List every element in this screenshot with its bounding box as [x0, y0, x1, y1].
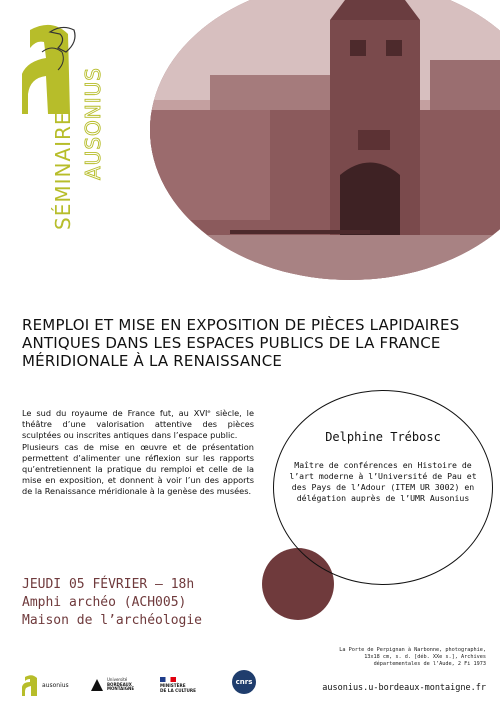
series-title-line1: SÉMINAIRE	[51, 111, 75, 230]
marianne-icon	[160, 677, 176, 682]
title-line-2: ANTIQUES DANS LES ESPACES PUBLICS DE LA FRANCE	[22, 334, 441, 352]
abstract	[22, 408, 254, 498]
photo-credit-line-1: La Porte de Perpignan à Narbonne, photographie,	[339, 647, 486, 653]
series-title	[52, 50, 122, 230]
title-line-3: MÉRIDIONALE À LA RENAISSANCE	[22, 352, 283, 370]
culture-logo-line-2: DE LA CULTURE	[160, 688, 196, 693]
photo-credit-line-2: 13x18 cm, s. d. [déb. XXe s.], Archives	[364, 654, 486, 660]
culture-ministry-logo[interactable]	[160, 674, 196, 696]
event-room: Amphi archéo (ACH005)	[22, 595, 187, 610]
website-link[interactable]: ausonius.u-bordeaux-montaigne.fr	[322, 683, 486, 693]
series-title-line2: AUSONIUS	[81, 67, 105, 180]
speaker-bio: Maître de conférences en Histoire de l’art moderne à l’Université de Pau et des Pays de l’Adour (ITEM UR 3002) en délégation auprès de l’UMR Ausonius	[289, 460, 477, 503]
photo-credit-line-3: départementales de l’Aude, 2 Fi 1973	[373, 661, 486, 667]
culture-logo-line-1: MINISTÈRE	[160, 683, 186, 688]
event-building: Maison de l’archéologie	[22, 613, 203, 628]
photo-porte-de-perpignan	[150, 0, 500, 280]
abstract-paragraph-1: Le sud du royaume de France fut, au XVIᵉ siècle, le théâtre d’une valorisation attentive des pièces sculptées ou inscrites antiques dans l’espace public.	[22, 408, 254, 441]
title-line-1: REMPLOI ET MISE EN EXPOSITION DE PIÈCES LAPIDAIRES	[22, 316, 460, 334]
event-info	[22, 576, 202, 630]
speaker-name: Delphine Trébosc	[325, 430, 441, 444]
ubm-logo[interactable]	[90, 674, 134, 696]
ausonius-logo-icon	[22, 674, 40, 696]
ausonius-logo-text: ausonius	[42, 681, 69, 689]
ubm-logo-line-3: MONTAIGNE	[107, 686, 135, 692]
cnrs-logo[interactable]	[232, 670, 256, 694]
ausonius-logo[interactable]	[22, 674, 69, 696]
ubm-logo-line-1: Université	[107, 677, 128, 683]
ubm-logo-icon	[90, 678, 104, 692]
photo-credit	[300, 647, 486, 668]
cnrs-logo-text: cnrs	[235, 678, 253, 686]
event-date: JEUDI 05 FÉVRIER — 18h	[22, 577, 195, 592]
lecture-title	[22, 316, 487, 370]
ubm-logo-line-2: BORDEAUX	[107, 681, 132, 687]
abstract-paragraph-2: Plusieurs cas de mise en œuvre et de présentation permettent d’alimenter une réflexion sur les rapports qu’entretiennent la pratique du remploi et celle de la mise en exposition, et donnent à voir l’un des apports de la Renaissance méridionale à la genèse des musées.	[22, 441, 254, 497]
